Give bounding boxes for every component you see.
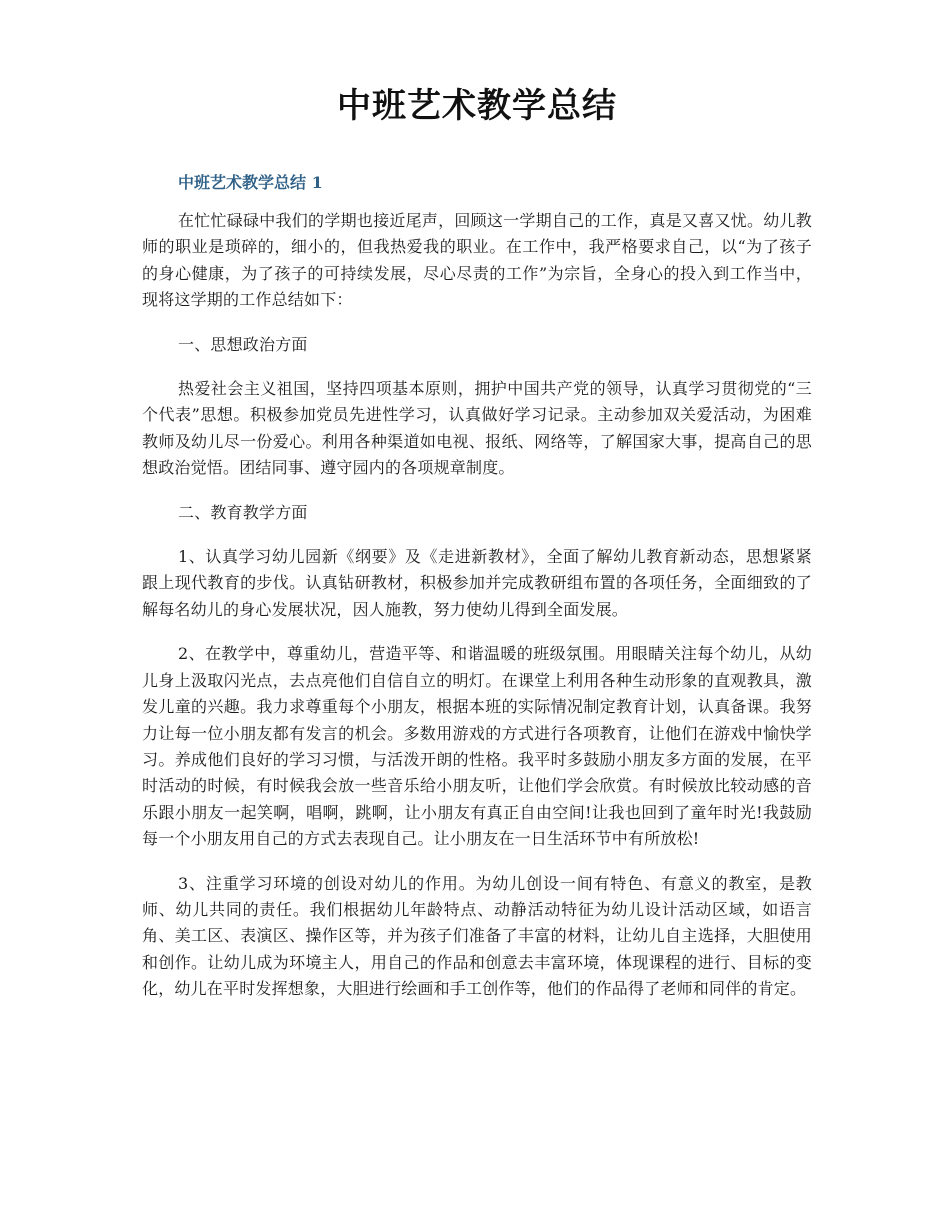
document-title: 中班艺术教学总结 xyxy=(337,86,617,126)
subheading-teaching: 二、教育教学方面 xyxy=(178,502,308,522)
section-heading: 中班艺术教学总结 1 xyxy=(178,173,323,192)
intro-paragraph: 在忙忙碌碌中我们的学期也接近尾声，回顾这一学期自己的工作，真是又喜又忧。幼儿教师的职业是琐碎的，细小的，但我热爱我的职业。在工作中，我严格要求自己，以“为了孩子的身心健康，为了孩子的可持续发展，尽心尽责的工作”为宗旨，全身心的投入到工作当中，现将这学期的工作总结如下： xyxy=(142,211,812,310)
political-paragraph: 热爱社会主义祖国，坚持四项基本原则，拥护中国共产党的领导，认真学习贯彻党的“三个代表”思想。积极参加党员先进性学习，认真做好学习记录。主动参加双关爱活动，为困难教师及幼儿尽一份爱心。利用各种渠道如电视、报纸、网络等，了解国家大事，提高自己的思想政治觉悟。团结同事、遵守园内的各项规章制度。 xyxy=(142,379,812,478)
document-body xyxy=(142,208,812,1021)
teaching-paragraph-1: 1、认真学习幼儿园新《纲要》及《走进新教材》，全面了解幼儿教育新动态，思想紧紧跟上现代教育的步伐。认真钻研教材，积极参加并完成教研组布置的各项任务，全面细致的了解每名幼儿的身心发展状况，因人施教，努力使幼儿得到全面发展。 xyxy=(142,547,812,619)
subheading-political: 一、思想政治方面 xyxy=(178,334,308,354)
teaching-paragraph-2: 2、在教学中，尊重幼儿，营造平等、和谐温暖的班级氛围。用眼睛关注每个幼儿，从幼儿身上汲取闪光点，去点亮他们自信自立的明灯。在课堂上利用各种生动形象的直观教具，激发儿童的兴趣。我力求尊重每个小朋友，根据本班的实际情况制定教育计划，认真备课。我努力让每一位小朋友都有发言的机会。多数用游戏的方式进行各项教育，让他们在游戏中愉快学习。养成他们良好的学习习惯，与活泼开朗的性格。我平时多鼓励小朋友多方面的发展，在平时活动的时候，有时候我会放一些音乐给小朋友听，让他们学会欣赏。有时候放比较动感的音乐跟小朋友一起笑啊，唱啊，跳啊，让小朋友有真正自由空间!让我也回到了童年时光!我鼓励每一个小朋友用自己的方式去表现自己。让小朋友在一日生活环节中有所放松! xyxy=(142,644,812,849)
teaching-paragraph-3: 3、注重学习环境的创设对幼儿的作用。为幼儿创设一间有特色、有意义的教室，是教师、幼儿共同的责任。我们根据幼儿年龄特点、动静活动特征为幼儿设计活动区域，如语言角、美工区、表演区、操作区等，并为孩子们准备了丰富的材料，让幼儿自主选择，大胆使用和创作。让幼儿成为环境主人，用自己的作品和创意去丰富环境，体现课程的进行、目标的变化，幼儿在平时发挥想象，大胆进行绘画和手工创作等，他们的作品得了老师和同伴的肯定。 xyxy=(142,873,812,999)
